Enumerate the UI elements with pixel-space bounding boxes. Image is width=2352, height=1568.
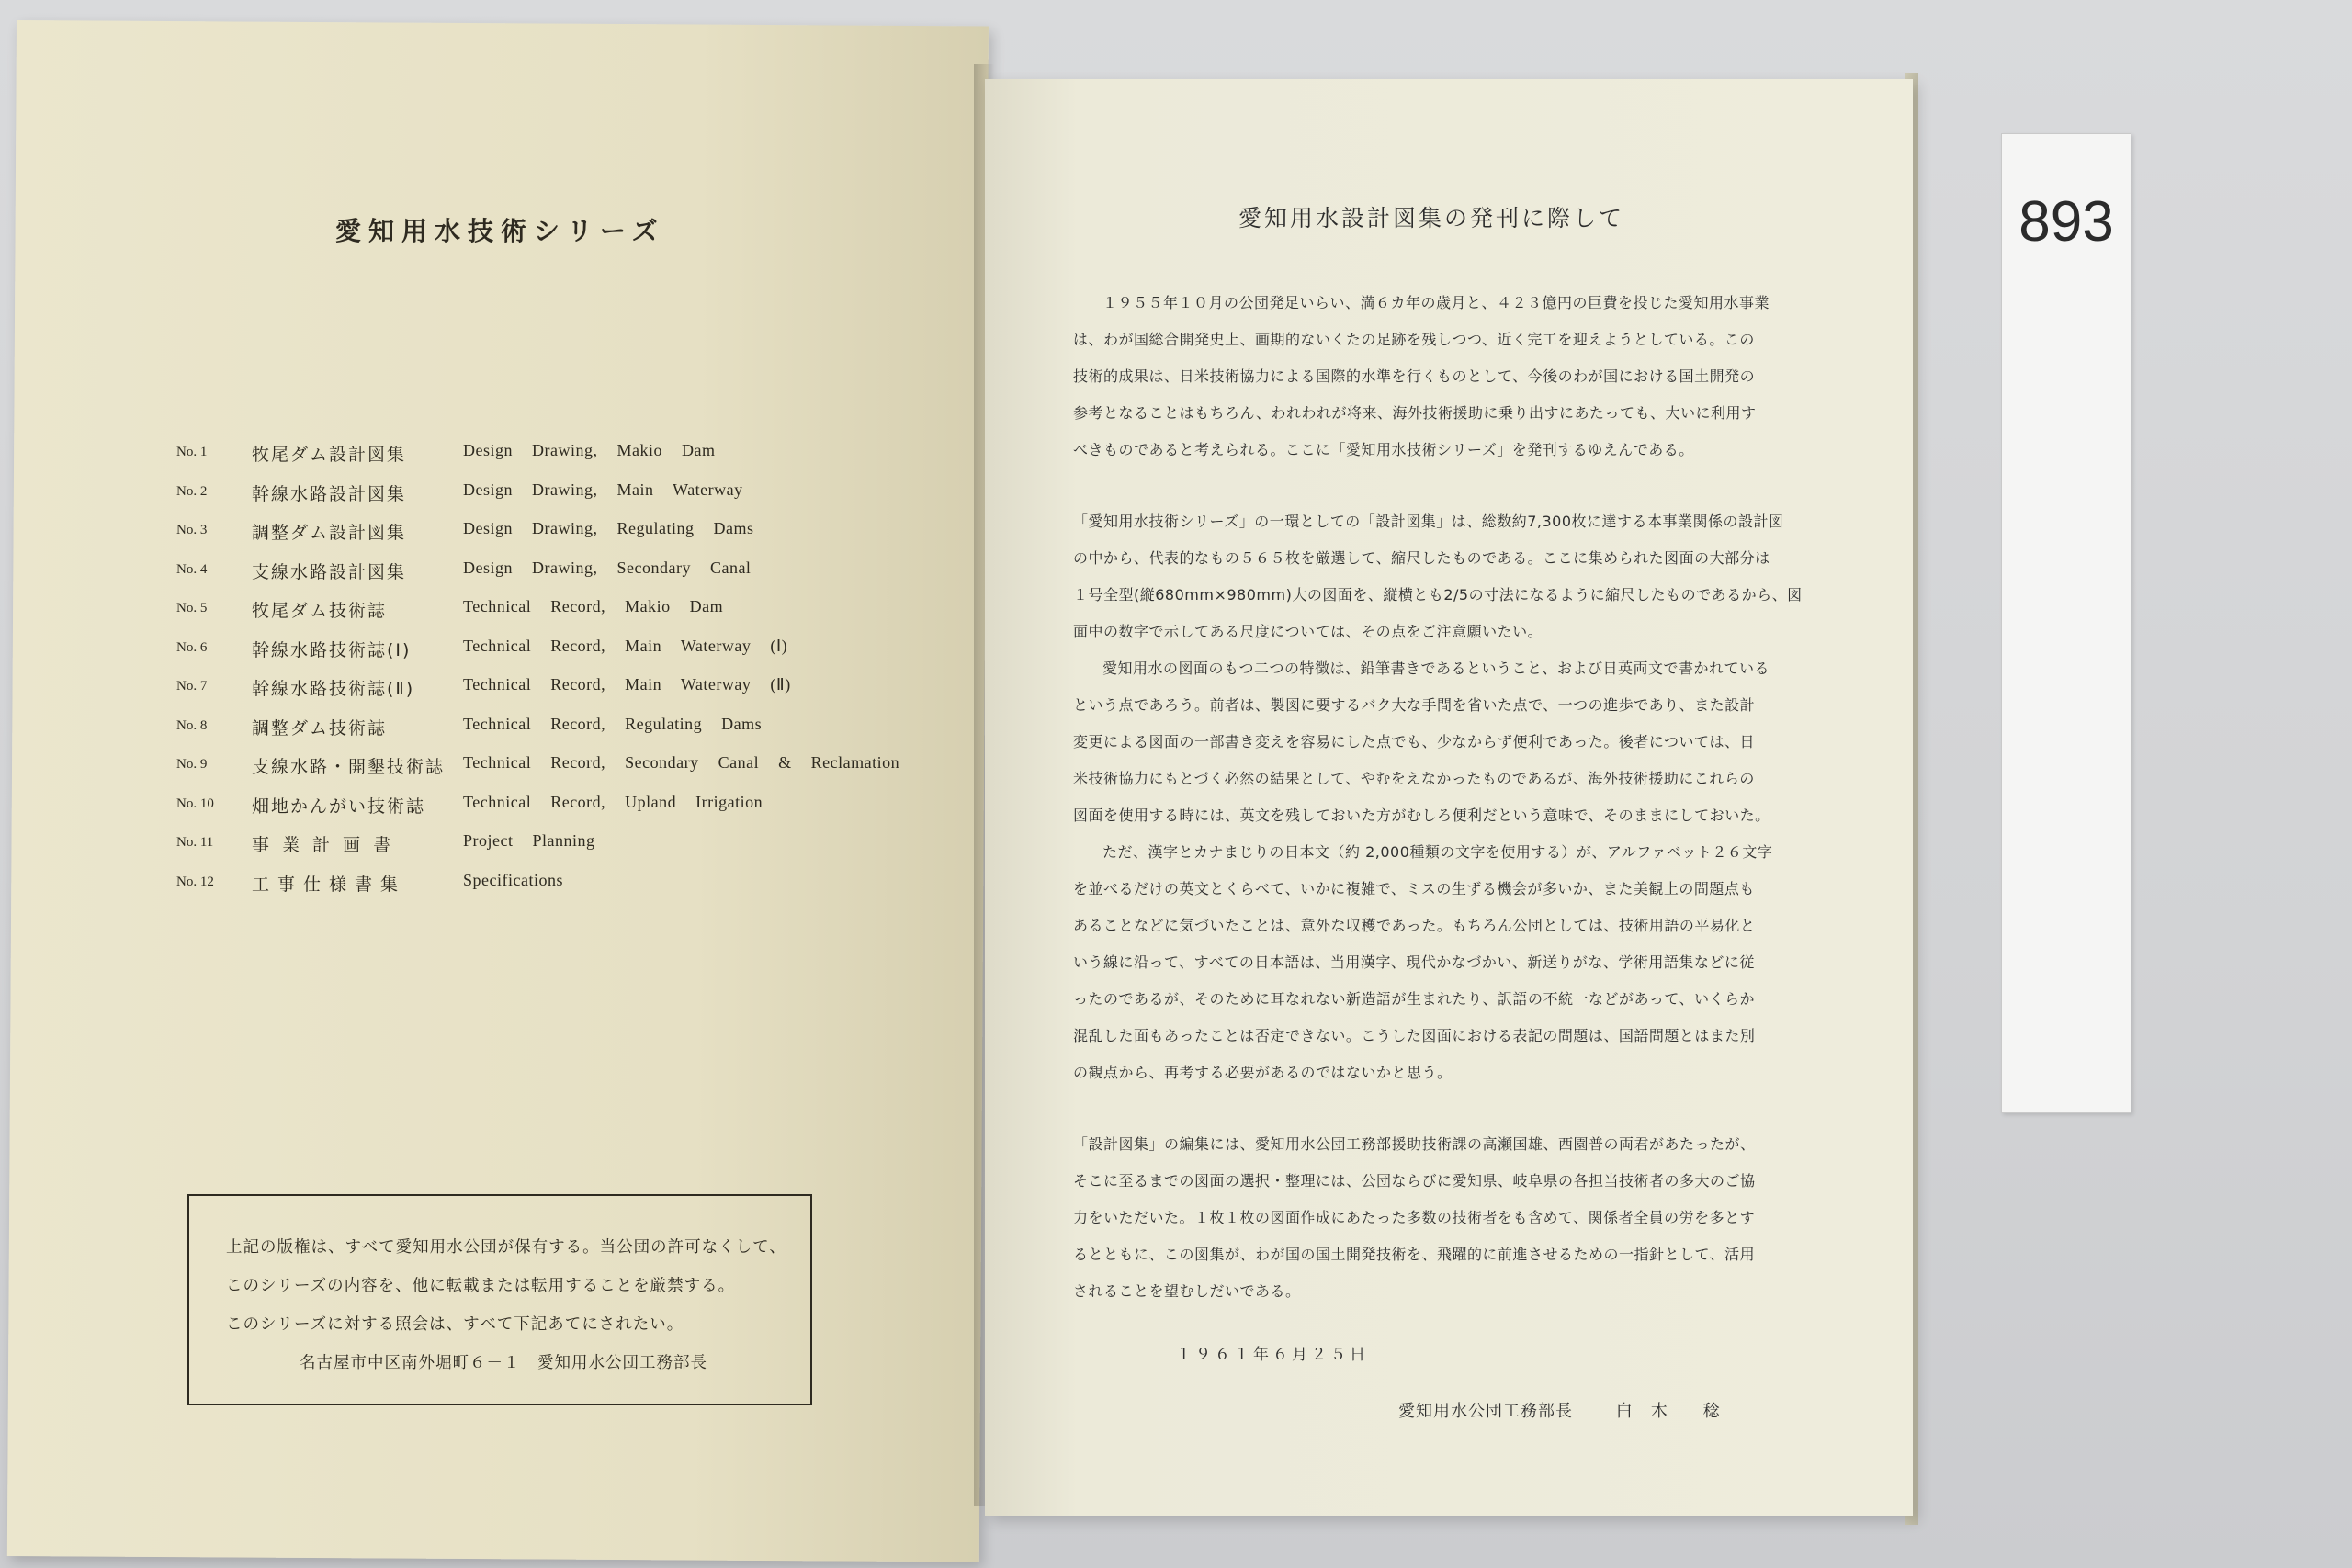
text-line: １９５５年１０月の公団発足いらい、満６カ年の歳月と、４２３億円の巨費を投じた愛知用水事業: [1102, 294, 1770, 311]
preface-paragraph: [1073, 650, 1817, 834]
preface-paragraph: [1073, 1126, 1817, 1310]
series-title-en: Technical Record, Regulating Dams: [463, 714, 763, 733]
series-title-en: Project Planning: [463, 831, 595, 850]
text-line: 技術的成果は、日米技術協力による国際的水準を行くものとして、今後のわが国における国土開発の: [1073, 367, 1756, 385]
series-title-en: Technical Record, Main Waterway (Ⅱ): [463, 675, 791, 694]
series-number: No. 10: [176, 795, 214, 811]
text-line: 米技術協力にもとづく必然の結果として、やむをえなかったものであるが、海外技術援助にこれらの: [1073, 770, 1755, 787]
signature-name: 白 木 稔: [1615, 1402, 1721, 1421]
preface-body: [1073, 285, 1817, 1310]
text-line: ったのであるが、そのために耳なれない新造語が生まれたり、訳語の不統一などがあって、いくらか: [1073, 990, 1756, 1008]
series-number: No. 4: [176, 561, 208, 577]
text-line: 「設計図集」の編集には、愛知用水公団工務部援助技術課の高瀬国雄、西園普の両君があたったが、: [1073, 1135, 1756, 1153]
series-number: No. 9: [176, 757, 208, 772]
text-line: を並べるだけの英文とくらべて、いかに複雑で、ミスの生ずる機会が多いか、また美観上の問題点も: [1073, 880, 1755, 897]
text-line: 面中の数字で示してある尺度については、その点をご注意願いたい。: [1073, 623, 1544, 640]
notice-line: このシリーズの内容を、他に転載または転用することを厳禁する。: [226, 1277, 736, 1295]
series-number: No. 8: [176, 717, 208, 733]
notice-line: このシリーズに対する照会は、すべて下記あてにされたい。: [226, 1315, 684, 1334]
series-title: 愛知用水技術シリーズ: [335, 216, 665, 246]
series-title-ja: 支線水路設計図集: [252, 561, 407, 582]
series-number: No. 1: [176, 445, 208, 459]
copyright-notice: [187, 1194, 812, 1405]
text-line: るとともに、この図集が、わが国の国土開発技術を、飛躍的に前進させるための一指針として、活用: [1073, 1246, 1756, 1263]
series-title-en: Design Drawing, Regulating Dams: [463, 519, 754, 537]
text-line: 愛知用水の図面のもつ二つの特徴は、鉛筆書きであるということ、および日英両文で書かれている: [1102, 660, 1770, 677]
series-title-ja: 支線水路・開墾技術誌: [252, 757, 446, 777]
series-number: No. 3: [176, 523, 208, 537]
text-line: の観点から、再考する必要があるのではないかと思う。: [1073, 1064, 1453, 1081]
text-line: 力をいただいた。１枚１枚の図面作成にあたった多数の技術者をも含めて、関係者全員の労を多とす: [1073, 1209, 1756, 1226]
series-number: No. 5: [176, 601, 208, 615]
text-line: １号全型(縦680mm×980mm)大の図面を、縦横とも2/5の寸法になるように縮尺したものであるから、図: [1073, 586, 1803, 604]
series-number: No. 2: [176, 483, 208, 499]
preface-paragraph: [1073, 285, 1817, 468]
series-title-ja: 牧尾ダム設計図集: [252, 445, 407, 465]
preface-date: １９６１年６月２５日: [1176, 1346, 1369, 1364]
text-line: 「愛知用水技術シリーズ」の一環としての「設計図集」は、総数約7,300枚に達する本事業関係の設計図: [1073, 513, 1784, 530]
notice-line: 上記の版権は、すべて愛知用水公団が保有する。当公団の許可なくして、: [226, 1238, 786, 1257]
text-line: そこに至るまでの図面の選択・整理には、公団ならびに愛知県、岐阜県の各担当技術者の多大のご協: [1073, 1172, 1756, 1190]
series-title-en: Specifications: [463, 870, 563, 889]
series-number: No. 7: [176, 679, 208, 694]
preface-paragraph: [1073, 834, 1817, 1091]
series-number: No. 12: [176, 874, 214, 889]
text-line: 変更による図面の一部書き変えを容易にした点でも、少なからず便利であった。後者については、日: [1073, 733, 1756, 750]
catalog-tag: [2001, 133, 2132, 1113]
signature-position: 愛知用水公団工務部長: [1398, 1402, 1573, 1421]
text-line: 混乱した面もあったことは否定できない。こうした図面における表記の問題は、国語問題とはまた別: [1073, 1027, 1756, 1044]
series-title-en: Technical Record, Makio Dam: [463, 597, 724, 615]
series-title-ja: 牧尾ダム技術誌: [252, 601, 388, 621]
series-title-ja: 調整ダム技術誌: [252, 717, 388, 739]
series-title-ja: 畑地かんがい技術誌: [252, 795, 426, 817]
text-line: は、わが国総合開発史上、画期的ないくたの足跡を残しつつ、近く完工を迎えようとしている。この: [1073, 331, 1755, 348]
series-title-en: Design Drawing, Secondary Canal: [463, 558, 752, 577]
text-line: べきものであると考えられる。ここに「愛知用水技術シリーズ」を発刊するゆえんである。: [1073, 441, 1694, 458]
text-line: ただ、漢字とカナまじりの日本文（約 2,000種類の文字を使用する）が、アルファベット２６文字: [1102, 843, 1773, 861]
series-title-en: Technical Record, Upland Irrigation: [463, 792, 763, 811]
text-line: いう線に沿って、すべての日本語は、当用漢字、現代かなづかい、新送りがな、学術用語集などに従: [1073, 953, 1755, 971]
text-line: あることなどに気づいたことは、意外な収穫であった。もちろん公団としては、技術用語の平易化と: [1073, 917, 1756, 934]
text-line: の中から、代表的なもの５６５枚を厳選して、縮尺したものである。ここに集められた図面の大部分は: [1073, 549, 1770, 567]
series-title-en: Design Drawing, Main Waterway: [463, 479, 743, 499]
series-title-en: Design Drawing, Makio Dam: [463, 441, 716, 459]
series-title-en: Technical Record, Secondary Canal & Reclamation: [463, 753, 900, 772]
series-title-ja: 調整ダム設計図集: [252, 523, 407, 543]
series-title-en: Technical Record, Main Waterway (Ⅰ): [463, 636, 788, 655]
text-line: という点であろう。前者は、製図に要するバク大な手間を省いた点で、一つの進歩であり、また設計: [1073, 696, 1756, 714]
series-title-ja: 事業計画書: [252, 835, 404, 855]
series-title-ja: 工事仕様書集: [252, 874, 407, 895]
preface-title: 愛知用水設計図集の発刊に際して: [1238, 205, 1625, 231]
notice-address: 名古屋市中区南外堀町６－１ 愛知用水公団工務部長: [300, 1354, 707, 1372]
catalog-tag-number: 893: [2018, 190, 2114, 254]
series-title-ja: 幹線水路設計図集: [252, 483, 407, 504]
series-number: No. 6: [176, 639, 208, 655]
text-line: されることを望むしだいである。: [1073, 1282, 1301, 1300]
text-line: 図面を使用する時には、英文を残しておいた方がむしろ便利だという意味で、そのままにしておいた。: [1073, 807, 1770, 824]
series-title-ja: 幹線水路技術誌(Ⅱ): [252, 679, 415, 699]
preface-signature: [1398, 1398, 1758, 1422]
preface-paragraph: [1073, 503, 1817, 650]
series-title-ja: 幹線水路技術誌(Ⅰ): [252, 639, 412, 660]
series-number: No. 11: [176, 835, 214, 850]
text-line: 参考となることはもちろん、われわれが将来、海外技術援助に乗り出すにあたっても、大いに利用す: [1073, 404, 1757, 422]
